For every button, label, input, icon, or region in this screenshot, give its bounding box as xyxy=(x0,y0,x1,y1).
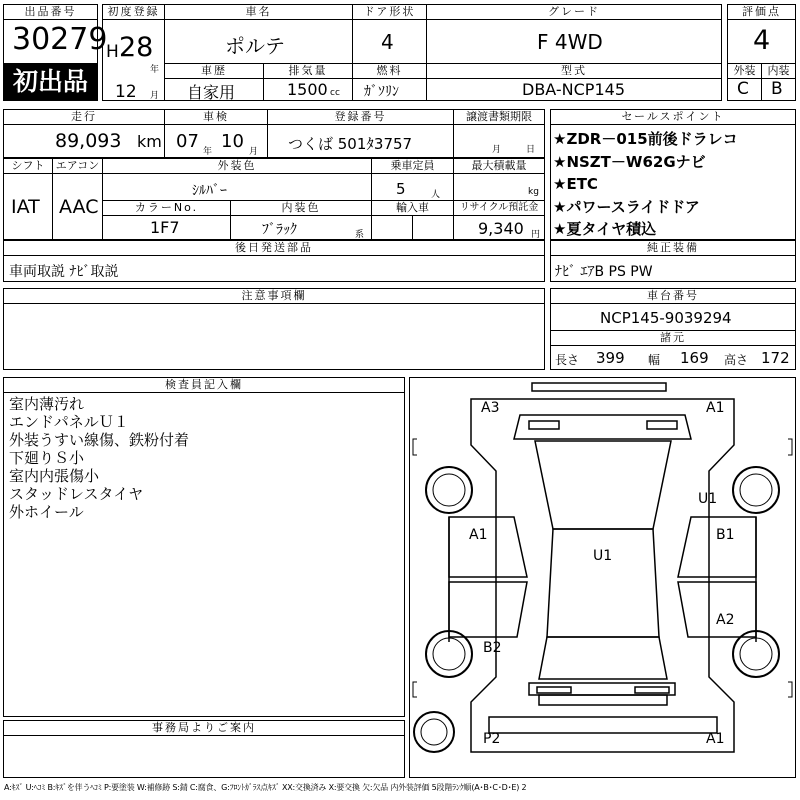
transfer-day-unit: 日 xyxy=(526,145,536,155)
capacity-value: 5 xyxy=(396,180,406,198)
mileage-value: 89,093 xyxy=(55,130,122,152)
office-label: 事務局よりご案内 xyxy=(3,720,405,736)
displacement-label: 排気量 xyxy=(263,63,353,79)
first-reg-month-unit: 月 xyxy=(150,91,160,101)
int-color-value: ﾌﾞﾗｯｸ xyxy=(262,222,297,238)
damage-mark: B2 xyxy=(483,640,502,656)
model-label: 車名 xyxy=(164,4,353,20)
damage-mark: A1 xyxy=(706,731,725,747)
inspector-note: 外装うすい線傷、鉄粉付着 xyxy=(9,431,190,449)
wheel-front-left-inner xyxy=(433,474,465,506)
displacement-value: 1500 xyxy=(287,80,328,99)
capacity-label: 乗車定員 xyxy=(371,158,454,174)
sales-point-item: ★ZDR－015前後ドラレコ xyxy=(553,130,738,148)
notes-label: 注意事項欄 xyxy=(3,288,545,304)
bracket xyxy=(413,682,417,697)
inspection-label: 車検 xyxy=(164,109,268,125)
recycle-value: 9,340 xyxy=(478,219,524,238)
height-label: 高さ xyxy=(724,353,749,367)
ext-color-box xyxy=(102,173,372,201)
plate-label: 登録番号 xyxy=(267,109,454,125)
inspector-notes xyxy=(9,395,189,521)
door-front-right xyxy=(678,517,756,577)
first-reg-label: 初度登録 xyxy=(102,4,165,20)
rear-lights xyxy=(537,687,571,693)
sales-points-label: セールスポイント xyxy=(550,109,796,125)
mileage-label: 走行 xyxy=(3,109,165,125)
ac-value: AAC xyxy=(59,196,99,218)
dims-box xyxy=(550,345,796,370)
transfer-month-unit: 月 xyxy=(492,145,502,155)
spare-wheel-inner xyxy=(421,719,447,745)
spare-wheel xyxy=(414,712,454,752)
transfer-label: 譲渡書類期限 xyxy=(453,109,545,125)
fuel-label: 燃料 xyxy=(352,63,427,79)
rear-bumper xyxy=(489,717,717,733)
inspector-note: 室内内張傷小 xyxy=(9,467,100,485)
inspection-year: 07 xyxy=(176,131,199,152)
grade-label: グレード xyxy=(426,4,722,20)
load-label: 最大積載量 xyxy=(453,158,545,174)
rear-lights-right xyxy=(635,687,669,693)
recycle-unit: 円 xyxy=(531,230,541,240)
int-color-box xyxy=(230,215,372,240)
damage-mark: A1 xyxy=(706,400,725,416)
import-box xyxy=(371,215,413,240)
door-rear-right xyxy=(678,582,756,637)
chassis-number: NCP145-9039294 xyxy=(600,309,732,327)
sales-point-item: ★NSZT－W62Gナビ xyxy=(553,152,706,171)
bracket xyxy=(413,439,417,455)
first-reg-year: 28 xyxy=(119,32,154,63)
import-label: 輸入車 xyxy=(371,200,454,216)
inspector-label: 検査員記入欄 xyxy=(3,377,405,393)
door-rear-left xyxy=(449,582,527,637)
sales-points-list xyxy=(553,128,738,241)
capacity-box xyxy=(371,173,454,201)
roof xyxy=(547,529,659,637)
inspector-note: エンドパネルＵ１ xyxy=(9,413,129,431)
mileage-unit: km xyxy=(137,132,162,151)
first-reg-month: 12 xyxy=(115,82,137,102)
sales-point-item: ★夏タイヤ積込 xyxy=(553,220,657,238)
width-label: 幅 xyxy=(648,353,661,367)
shift-value: IAT xyxy=(11,196,40,218)
lot-no: 30279 xyxy=(12,22,108,57)
int-color-label: 内装色 xyxy=(230,200,372,216)
grade-value: F 4WD xyxy=(537,30,603,54)
color-no-value: 1F7 xyxy=(150,218,180,237)
int-color-unit: 系 xyxy=(355,230,365,240)
inspection-month-unit: 月 xyxy=(249,147,259,157)
interior-label: 内装 xyxy=(761,63,796,79)
type-label: 型式 xyxy=(426,63,722,79)
wheel-front-right-inner xyxy=(740,474,772,506)
body-outline xyxy=(471,399,734,752)
chassis-label: 車台番号 xyxy=(550,288,796,304)
later-parts-label: 後日発送部品 xyxy=(3,240,545,256)
genuine-text: ﾅﾋﾞ ｴｱB PS PW xyxy=(555,264,653,280)
legend: A:ｷｽﾞ U:ﾍｺﾐ B:ｷｽﾞを伴うﾍｺﾐ P:要塗装 W:補修跡 S:錆 C:腐食、G:ﾌﾛﾝﾄｶﾞﾗｽ点ｷｽﾞ XX:交換済み X:要交換 欠:欠品 内外装評価 5段階ﾗﾝｸ順(A･B･C･D･E) 2 xyxy=(4,783,527,792)
bracket xyxy=(788,439,792,455)
first-reg-era: H xyxy=(106,42,119,62)
doors-label: ドア形状 xyxy=(352,4,427,20)
office-box xyxy=(3,735,405,778)
damage-mark: A2 xyxy=(716,612,735,628)
damage-mark: A3 xyxy=(481,400,500,416)
inspector-note: 室内薄汚れ xyxy=(9,395,85,413)
later-parts-text: 車両取説 ﾅﾋﾞ取説 xyxy=(9,264,119,280)
height-value: 172 xyxy=(761,349,790,367)
hood-scoop-right xyxy=(647,421,677,429)
doors-value: 4 xyxy=(381,30,394,54)
color-no-label: カラーNo. xyxy=(102,200,231,216)
hood-scoop-left xyxy=(529,421,559,429)
sales-point-item: ★ETC xyxy=(553,175,598,193)
sales-point-item: ★パワースライドドア xyxy=(553,197,700,216)
rear-glass xyxy=(539,637,667,679)
length-label: 長さ xyxy=(555,353,580,367)
ext-color-value: ｼﾙﾊﾞｰ xyxy=(192,183,227,199)
type-value: DBA-NCP145 xyxy=(522,80,625,99)
front-bumper xyxy=(532,383,666,391)
exterior-value: C xyxy=(737,79,749,99)
rear-panel xyxy=(539,695,667,705)
ext-color-label: 外装色 xyxy=(102,158,372,174)
bracket xyxy=(788,682,792,697)
car-diagram xyxy=(409,377,796,778)
displacement-unit: cc xyxy=(330,88,340,98)
history-value: 自家用 xyxy=(187,83,236,102)
door-front-left xyxy=(449,517,527,577)
windshield xyxy=(535,441,671,529)
score-value: 4 xyxy=(753,25,771,56)
first-reg-year-unit: 年 xyxy=(150,65,160,75)
genuine-label: 純正装備 xyxy=(550,240,796,256)
dims-label: 諸元 xyxy=(550,330,796,346)
damage-mark: B1 xyxy=(716,527,735,543)
hood xyxy=(514,415,691,439)
inspector-note: 外ホイール xyxy=(9,503,84,521)
width-value: 169 xyxy=(680,349,709,367)
inspector-note: スタッドレスタイヤ xyxy=(9,485,144,503)
length-value: 399 xyxy=(596,349,625,367)
import-box-2 xyxy=(412,215,454,240)
score-label: 評価点 xyxy=(727,4,796,20)
shift-label: シフト xyxy=(3,158,53,174)
history-label: 車歴 xyxy=(164,63,264,79)
plate-value: つくば 501ﾀ3757 xyxy=(288,135,413,153)
inspector-note: 下廻りＳ小 xyxy=(9,449,85,467)
model-name: ポルテ xyxy=(225,34,285,58)
fuel-value: ｶﾞｿﾘﾝ xyxy=(364,84,399,100)
first-listing-badge: 初出品 xyxy=(3,63,98,101)
interior-value: B xyxy=(771,79,783,99)
damage-mark: U1 xyxy=(698,491,718,507)
recycle-label: リサイクル預託金 xyxy=(453,200,545,216)
wheel-rear-right-inner xyxy=(740,638,772,670)
capacity-unit: 人 xyxy=(431,190,441,200)
inspection-month: 10 xyxy=(221,131,244,152)
load-unit: kg xyxy=(528,187,539,197)
damage-mark: P2 xyxy=(483,731,501,747)
wheel-rear-left-inner xyxy=(433,638,465,670)
lot-no-label: 出品番号 xyxy=(3,4,98,20)
exterior-label: 外装 xyxy=(727,63,762,79)
ac-label: エアコン xyxy=(52,158,103,174)
notes-box xyxy=(3,303,545,370)
inspection-year-unit: 年 xyxy=(203,147,213,157)
damage-mark: A1 xyxy=(469,527,488,543)
damage-mark: U1 xyxy=(593,548,613,564)
